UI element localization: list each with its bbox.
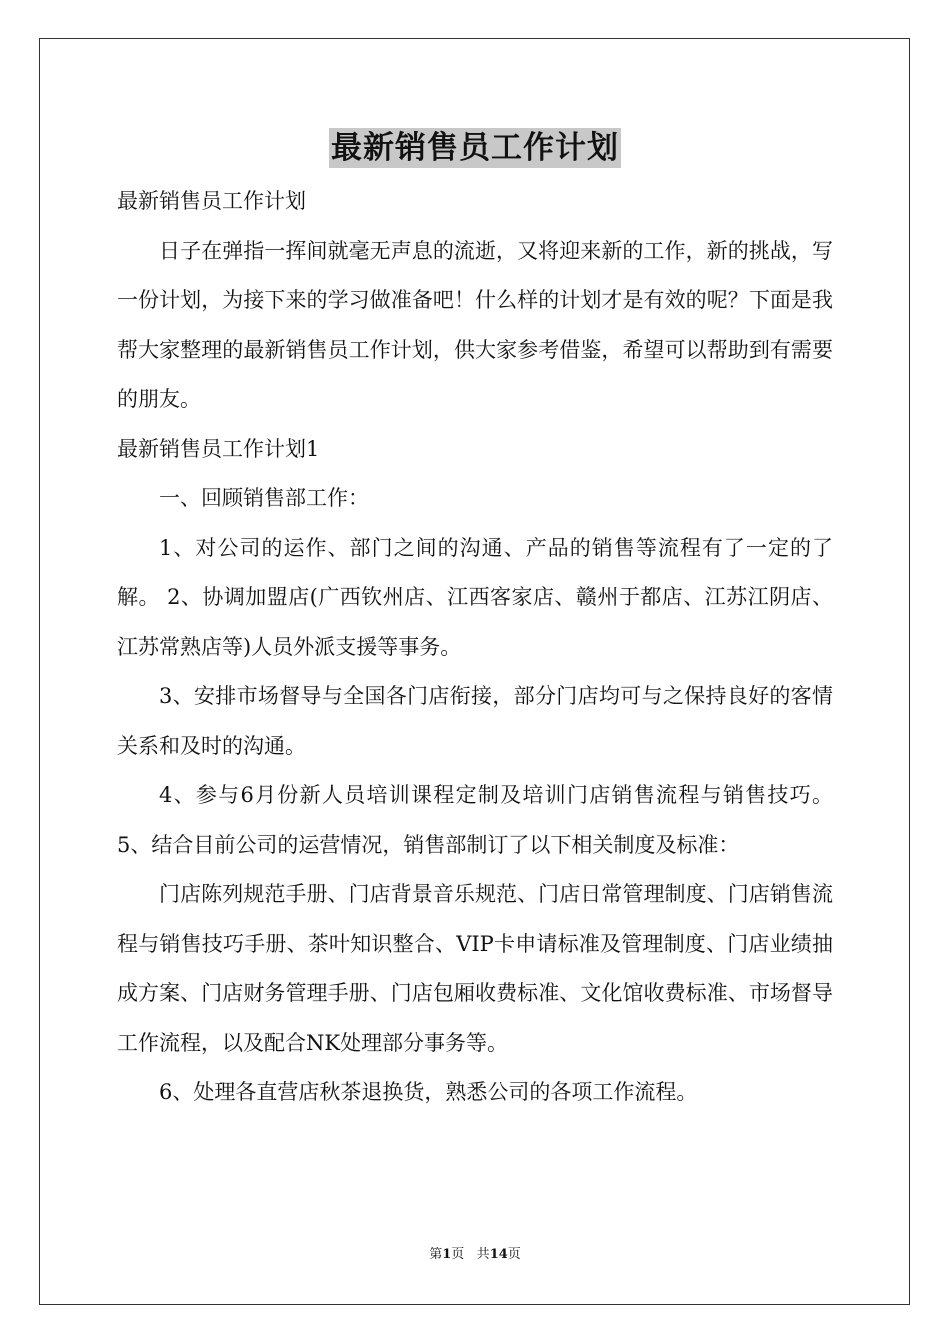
subtitle-paragraph: 最新销售员工作计划	[117, 189, 306, 213]
document-title: 最新销售员工作计划	[331, 130, 619, 166]
body-paragraph: 6、处理各直营店秋茶退换货，熟悉公司的各项工作流程。	[159, 1080, 698, 1104]
body-paragraph: 4、参与6月份新人员培训课程定制及培训门店销售流程与销售技巧。 5、结合目前公司的运营情况，销售部制订了以下相关制度及标准：	[117, 783, 833, 857]
review-heading: 一、回顾销售部工作：	[159, 486, 369, 510]
intro-paragraph: 日子在弹指一挥间就毫无声息的流逝，又将迎来新的工作，新的挑战，写一份计划，为接下来的学习做准备吧！什么样的计划才是有效的呢？下面是我帮大家整理的最新销售员工作计划，供大家参考借鉴，希望可以帮助到有需要的朋友。	[117, 238, 833, 411]
footer-total-pages: 14	[489, 1247, 508, 1262]
footer-page-suffix: 页	[451, 1247, 465, 1262]
body-paragraph: 3、安排市场督导与全国各门店衔接，部分门店均可与之保持良好的客情关系和及时的沟通。	[117, 684, 833, 758]
title-container	[0, 128, 950, 168]
footer-page-number: 1	[442, 1247, 452, 1262]
footer-page-prefix: 第	[429, 1247, 443, 1262]
body-paragraph: 1、对公司的运作、部门之间的沟通、产品的销售等流程有了一定的了解。 2、协调加盟店(广西钦州店、江西客家店、赣州于都店、江苏江阴店、江苏常熟店等)人员外派支援等事务。	[117, 535, 833, 659]
body-paragraph: 门店陈列规范手册、门店背景音乐规范、门店日常管理制度、门店销售流程与销售技巧手册、茶叶知识整合、VIP卡申请标准及管理制度、门店业绩抽成方案、门店财务管理手册、门店包厢收费标准、文化馆收费标准、市场督导工作流程，以及配合NK处理部分事务等。	[117, 882, 833, 1055]
footer-total-prefix: 共	[476, 1247, 490, 1262]
document-body	[117, 177, 833, 1118]
section-heading: 最新销售员工作计划1	[117, 436, 320, 461]
page-footer	[0, 1246, 950, 1264]
footer-total-suffix: 页	[507, 1247, 521, 1262]
